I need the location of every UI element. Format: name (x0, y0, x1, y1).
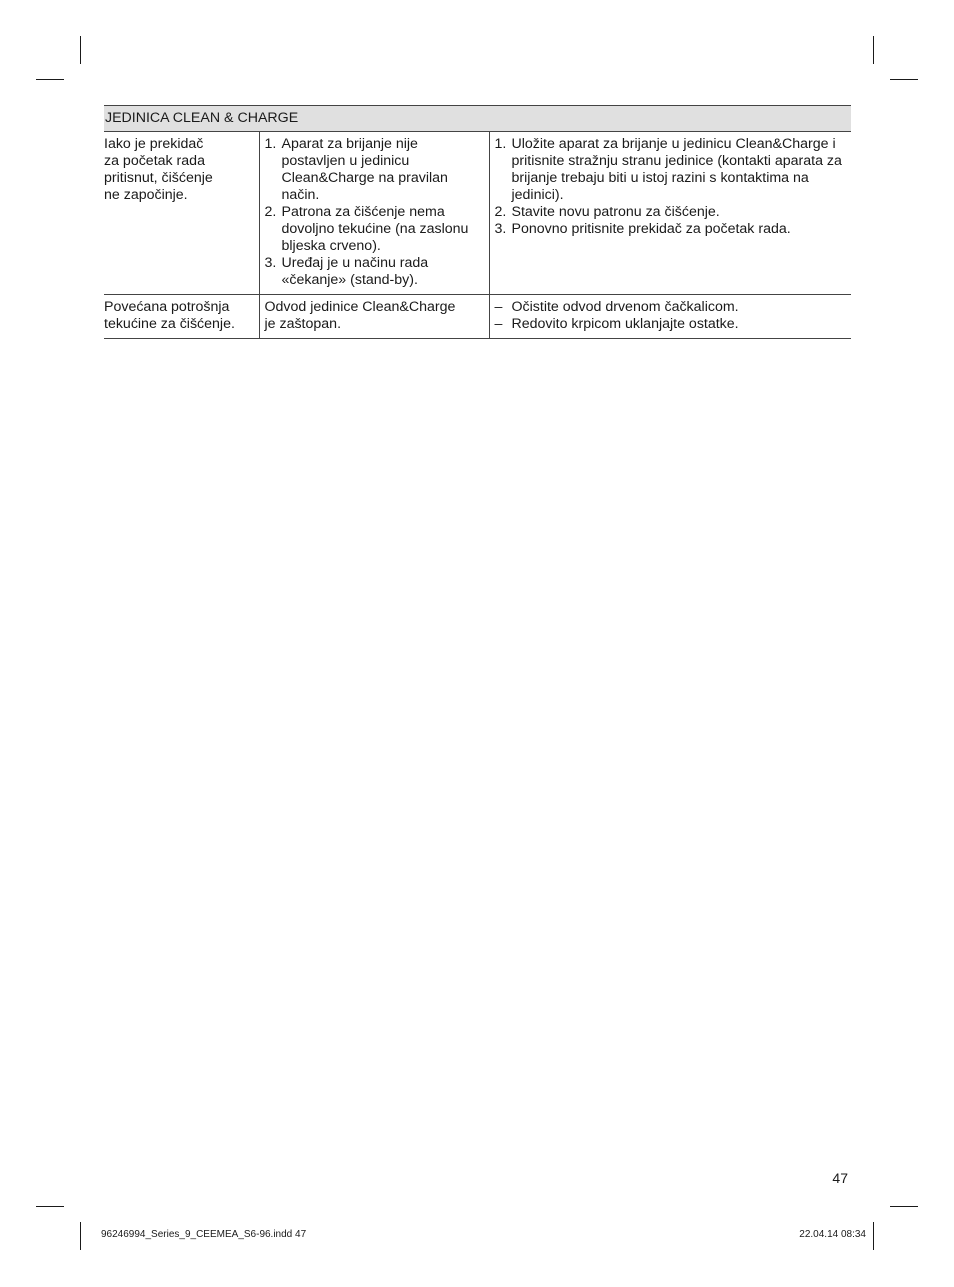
table-row (104, 132, 851, 295)
crop-mark-top-right-vertical (873, 36, 874, 64)
crop-mark-bottom-right-horizontal (890, 1206, 918, 1207)
footer-date: 22.04.14 08:34 (799, 1229, 866, 1240)
cause-cell (259, 132, 489, 295)
crop-mark-bottom-left-vertical (80, 1222, 81, 1250)
table-row (104, 295, 851, 339)
problem-text: Iako je prekidač za početak rada pritisnut, čišćenje ne započinje. (104, 136, 213, 203)
cause-list (265, 136, 485, 289)
remedy-cell (489, 132, 851, 295)
crop-mark-bottom-left-horizontal (36, 1206, 64, 1207)
problem-cell (104, 295, 259, 339)
cause-text: Odvod jedinice Clean&Charge je zaštopan. (264, 299, 456, 332)
problem-cell (104, 132, 259, 295)
problem-text: Povećana potrošnja tekućine za čišćenje. (104, 299, 235, 332)
list-item: 3. Uređaj je u načinu rada «čekanje» (stand-by). (264, 255, 429, 288)
page-number: 47 (832, 1170, 848, 1186)
list-item: – Redovito krpicom uklanjajte ostatke. (494, 316, 739, 332)
list-item: 2. Patrona za čišćenje nema dovoljno tekućine (na zaslonu bljeska crveno). (264, 204, 469, 254)
crop-mark-bottom-right-vertical (873, 1222, 874, 1250)
remedy-cell (489, 295, 851, 339)
remedy-list (495, 136, 848, 238)
table-header-row (104, 106, 851, 132)
footer-file-info: 96246994_Series_9_CEEMEA_S6-96.indd 47 (101, 1229, 307, 1240)
remedy-list (495, 299, 848, 333)
troubleshooting-table (104, 105, 851, 339)
list-item: 1. Uložite aparat za brijanje u jedinicu Clean&Charge i pritisnite stražnju stranu jedinice (kontakti aparata za brijanje trebaju biti u istoj razini s kontaktima na jedinici). (494, 136, 842, 203)
list-item: 3. Ponovno pritisnite prekidač za početak rada. (494, 221, 791, 237)
crop-mark-top-right-horizontal (890, 79, 918, 80)
table-header: JEDINICA CLEAN & CHARGE (104, 106, 851, 132)
list-item: 2. Stavite novu patronu za čišćenje. (494, 204, 720, 220)
list-item: – Očistite odvod drvenom čačkalicom. (494, 299, 739, 315)
cause-cell (259, 295, 489, 339)
crop-mark-top-left-horizontal (36, 79, 64, 80)
list-item: 1. Aparat za brijanje nije postavljen u jedinicu Clean&Charge na pravilan način. (264, 136, 448, 203)
crop-mark-top-left-vertical (80, 36, 81, 64)
